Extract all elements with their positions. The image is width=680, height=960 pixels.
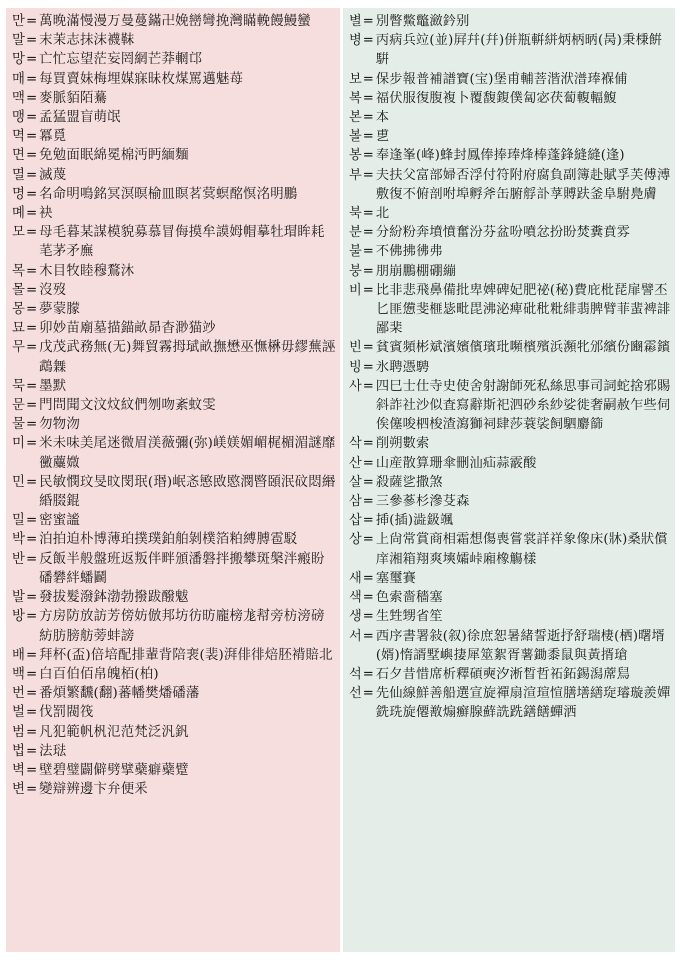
reading-entry [12,473,336,511]
equals-sign: = [362,33,374,49]
equals-sign: = [362,378,374,394]
reading-syllable: 북 [349,206,362,222]
reading-entry [349,12,671,31]
hanja-characters: 萬晚滿慢漫万曼蔓鏋卍娩巒彎挽灣瞞輓饅鰻蠻 [39,14,311,29]
equals-sign: = [25,647,38,663]
reading-syllable: 몽 [12,302,25,318]
hanja-characters: 生甡甥省笙 [375,609,443,625]
reading-syllable: 몌 [12,206,25,222]
reading-syllable: 몰 [12,282,25,298]
hanja-characters: 勿物沕 [39,417,80,433]
equals-sign: = [25,129,38,145]
reading-syllable: 맹 [12,110,25,126]
hanja-characters: 氷聘憑騁 [375,359,430,375]
equals-sign: = [362,513,374,529]
equals-sign: = [362,532,374,548]
hanja-characters: 山産散算珊傘刪汕疝蒜霰酸 [375,455,537,471]
reading-syllable: 볼 [349,129,362,145]
hanja-characters: 發拔髮潑鉢渤勃撥跋醱魃 [39,590,189,606]
hanja-characters: 母毛暮某謀模貌募慕冒侮摸牟謨姆帽摹牡瑁眸耗芼茅矛廡 [39,225,325,260]
reading-entry [349,607,671,626]
hanja-characters: 奉逢峯(峰)蜂封鳳俸捧琫烽棒蓬鋒縫縫(逢) [375,148,625,164]
reading-entry [12,530,336,549]
hanja-characters: 沒歿 [39,282,67,298]
reading-entry [349,281,671,339]
reading-entry [12,377,336,396]
reading-entry [349,473,671,492]
reading-entry [12,262,336,281]
reading-syllable: 매 [12,71,25,87]
equals-sign: = [362,340,374,356]
hanja-characters: 亡忙忘望茫妄罔網芒莽輞邙 [39,52,203,68]
equals-sign: = [362,590,374,606]
equals-sign: = [362,359,374,375]
reading-entry [12,646,336,665]
reading-syllable: 방 [12,609,25,625]
hanja-characters: 變辯辨邊卞弁便釆 [39,782,148,798]
reading-syllable: 멱 [12,129,25,145]
hanja-characters: 卯妙苗廟墓描錨畝昴杳渺猫竗 [39,321,216,337]
reading-entry [349,127,671,146]
reading-entry [349,338,671,357]
hanja-characters: 夫扶父富部婦否浮付符附府腐負副簿赴賦孚芙傅溥敷復不俯剖咐埠孵斧缶腑艀訃莩賻趺釜阜駙鳧膚 [375,167,671,202]
hanja-characters: 伐罰閥筏 [39,705,94,721]
reading-entry [12,89,336,108]
reading-syllable: 멸 [12,167,25,183]
hanja-characters: 本 [375,110,390,126]
reading-syllable: 밀 [12,513,25,529]
reading-entry [349,242,671,261]
reading-syllable: 봉 [349,148,362,164]
equals-sign: = [362,263,374,279]
reading-syllable: 비 [349,282,362,298]
reading-entry [12,550,336,588]
reading-syllable: 빙 [349,359,362,375]
equals-sign: = [25,321,38,337]
reading-entry [349,31,671,69]
hanja-characters: 朋崩鵬棚硼繃 [375,263,457,279]
equals-sign: = [362,666,374,682]
reading-syllable: 물 [12,417,25,433]
reading-syllable: 석 [349,666,362,682]
reading-syllable: 삭 [349,436,362,452]
reading-entry [12,415,336,434]
equals-sign: = [362,244,374,260]
reading-syllable: 색 [349,590,362,606]
reading-syllable: 변 [12,782,25,798]
reading-syllable: 목 [12,263,25,279]
left-column [6,8,340,952]
equals-sign: = [25,666,38,682]
hanja-characters: 木目牧睦穆鶩沐 [39,263,135,279]
reading-syllable: 분 [349,225,362,241]
reading-entry [12,185,336,204]
hanja-characters: 袂 [39,206,53,222]
reading-entry [349,108,671,127]
equals-sign: = [25,263,38,279]
equals-sign: = [25,782,38,798]
equals-sign: = [362,148,374,164]
hanja-characters: 滅蔑 [39,167,67,183]
hanja-characters: 戊茂武務無(无)舞貿霧拇珷畝撫懋巫憮楙毋繆蕪誣鵡橆 [39,340,336,375]
equals-sign: = [25,302,38,318]
equals-sign: = [25,148,38,164]
hanja-characters: 分紛粉奔墳憤奮汾芬盆吩噴忿扮盼焚糞賁雰 [375,225,631,241]
hanja-characters: 先仙線鮮善船選宣旋禪扇渲瑄愃膳墡繕琁璿璇羨嬋銑珗旋僊敾煽癬腺蘚詵跣鐥饍蟬洒 [375,686,671,721]
reading-entry [349,511,671,530]
reading-syllable: 묘 [12,321,25,337]
reading-entry [349,530,671,568]
equals-sign: = [25,90,38,106]
reading-entry [349,377,671,435]
equals-sign: = [25,436,38,452]
hanja-characters: 凡犯範帆杋氾范梵泛汎釩 [39,724,189,740]
reading-syllable: 병 [349,33,362,49]
equals-sign: = [362,206,374,222]
reading-syllable: 불 [349,244,362,260]
equals-sign: = [25,590,38,606]
reading-entry [12,127,336,146]
hanja-characters: 民敏憫玟旻旼閔珉(瑉)岷忞慜敃愍潣暋頣泯砇悶緡緍腏錕 [39,474,336,510]
reading-syllable: 무 [12,340,25,356]
equals-sign: = [25,743,38,759]
reading-entry [12,684,336,703]
hanja-characters: 白百伯佰帛魄栢(柏) [39,666,159,682]
hanja-characters: 比非悲飛鼻備批卑婢碑妃肥祕(秘)費庇枇琵扉譬丕匕匪憊斐榧毖毗毘沸泌痺砒秕粃緋翡脾臂菲蜚裨誹鄙棐 [375,282,671,337]
equals-sign: = [25,762,38,778]
equals-sign: = [362,90,374,106]
reading-entry [12,665,336,684]
equals-sign: = [362,129,374,145]
right-column [343,8,675,952]
reading-entry [349,262,671,281]
equals-sign: = [25,52,38,68]
reading-entry [12,223,336,261]
hanja-characters: 別瞥鱉鼈瀲鈐别 [375,14,470,29]
reading-entry [349,434,671,453]
reading-syllable: 삼 [349,494,362,510]
reading-entry [349,588,671,607]
reading-syllable: 명 [12,186,25,202]
reading-syllable: 배 [12,647,25,663]
equals-sign: = [25,167,38,183]
reading-entry [12,70,336,89]
hanja-characters: 孟猛盟盲萌氓 [39,110,121,126]
hanja-characters: 法琺 [39,743,67,759]
hanja-characters: 墨默 [39,378,67,394]
equals-sign: = [25,282,38,298]
reading-entry [349,569,671,588]
equals-sign: = [362,436,374,452]
hanja-characters: 米未味美尾迷微眉渼薇彌(弥)嵄媄媚嵋梶楣湄謎靡黴蘪媺 [39,436,336,471]
equals-sign: = [25,724,38,740]
reading-entry [12,511,336,530]
equals-sign: = [25,513,38,529]
equals-sign: = [362,455,374,471]
reading-entry [349,70,671,89]
reading-syllable: 말 [12,33,25,49]
hanja-characters: 北 [375,206,390,222]
hanja-characters: 方房防放訪芳傍妨倣邦坊彷昉龐榜尨幇旁枋滂磅紡肪膀舫蒡蚌謗 [39,609,325,644]
equals-sign: = [25,225,38,241]
hanja-characters: 福伏服復腹複卜覆馥鍑僕匐宓茯蔔輹輻鰒 [375,90,617,106]
hanja-characters: 三參蔘杉滲芟森 [375,494,470,510]
hanja-characters: 反飯半般盤班返叛伴畔頒潘磐拌搬攀斑槃泮瘢盼磻礬絆蟠鬬 [39,551,325,586]
hanja-characters: 門問聞文汶炆紋們刎吻紊蚊雯 [39,398,216,414]
equals-sign: = [25,551,38,567]
reading-syllable: 붕 [349,263,362,279]
hanja-characters: 貧賓頻彬斌濱嬪儐璸玭嚬檳殯浜瀕牝邠繽份豳霦鑌 [375,340,671,356]
reading-syllable: 상 [349,532,362,548]
hanja-characters: 保步報普補譜寶(宝)堡甫輔菩湝洑潽琫褓俌 [375,71,628,87]
reading-syllable: 살 [349,474,362,490]
reading-entry [349,223,671,242]
reading-syllable: 새 [349,570,362,586]
equals-sign: = [25,474,38,490]
equals-sign: = [362,474,374,490]
equals-sign: = [25,206,38,222]
hanja-characters: 石夕昔惜席析釋碩奭汐淅晳哲祏鉐錫潟蓆舃 [375,666,631,682]
reading-syllable: 서 [349,628,362,644]
reading-syllable: 반 [12,551,25,567]
hanja-characters: 上尙常賞商相霜想傷喪嘗裳詳祥象像床(牀)桑狀償庠湘箱翔爽塽孀峠廂橡觴樣 [375,532,668,567]
reading-syllable: 문 [12,398,25,414]
reading-entry [349,358,671,377]
equals-sign: = [25,186,38,202]
reading-entry [12,12,336,31]
reading-entry [349,627,671,665]
hanja-characters: 冪覓 [39,129,67,145]
reading-syllable: 생 [349,609,362,625]
reading-syllable: 묵 [12,378,25,394]
reading-syllable: 보 [349,71,362,87]
equals-sign: = [362,628,374,644]
hanja-characters: 麥脈貊陌驀 [39,90,108,106]
reading-entry [12,780,336,799]
equals-sign: = [25,71,38,87]
reading-syllable: 빈 [349,340,362,356]
equals-sign: = [362,225,374,241]
reading-syllable: 미 [12,436,25,452]
hanja-characters: 削朔數索 [375,436,430,452]
reading-syllable: 박 [12,532,25,548]
hanja-characters: 拜杯(盃)倍培配排輩背陪裵(裴)湃俳徘焙胚褙賠北 [39,647,333,663]
equals-sign: = [25,110,38,126]
hanja-characters: 名命明鳴銘冥溟暝榆皿瞑茗蓂螟酩慏洺明鵬 [39,186,298,202]
reading-syllable: 법 [12,743,25,759]
reading-entry [12,204,336,223]
reading-syllable: 본 [349,110,362,126]
reading-entry [12,434,336,472]
reading-entry [12,607,336,645]
reading-syllable: 민 [12,474,25,490]
reading-entry [349,146,671,165]
reading-entry [12,146,336,165]
equals-sign: = [25,686,38,702]
reading-syllable: 맥 [12,90,25,106]
equals-sign: = [362,110,374,126]
reading-entry [349,454,671,473]
hanja-characters: 西序書署敍(叙)徐庶恕暑緒誓逝抒舒瑞棲(栖)曙壻(婿)惰諝墅嶼捿犀筮絮胥薯鋤黍鼠與黃揟瑲 [375,628,665,663]
reading-entry [12,396,336,415]
hanja-characters: 四巳士仕寺史使舍射謝師死私絲思事司詞蛇捨邪賜斜詐社沙似査寫辭斯祀泗砂糸紗娑徙奢嗣赦乍些伺俟僿唆柶梭渣瀉獅祠肆莎蓑裟飼駟麝篩 [375,378,671,433]
equals-sign: = [362,14,374,29]
equals-sign: = [362,282,374,298]
reading-entry [349,89,671,108]
hanja-characters: 乶 [375,129,390,145]
equals-sign: = [25,378,38,394]
reading-syllable: 벽 [12,762,25,778]
equals-sign: = [25,33,38,49]
equals-sign: = [25,705,38,721]
reading-entry [349,684,671,722]
equals-sign: = [362,686,374,702]
hanja-characters: 壁碧璧闢僻劈擘蘗癖蘗躄 [39,762,189,778]
equals-sign: = [25,14,38,29]
reading-syllable: 범 [12,724,25,740]
equals-sign: = [362,609,374,625]
equals-sign: = [25,398,38,414]
reading-syllable: 백 [12,666,25,682]
reading-syllable: 벌 [12,705,25,721]
reading-syllable: 면 [12,148,25,164]
reading-entry [12,50,336,69]
reading-entry [12,742,336,761]
hanja-characters: 不佛拂彿弗 [375,244,443,260]
equals-sign: = [362,494,374,510]
reading-entry [349,665,671,684]
hanja-characters: 末茉志抹沫襪靺 [39,33,135,49]
reading-syllable: 모 [12,225,25,241]
reading-entry [12,588,336,607]
equals-sign: = [362,71,374,87]
reading-entry [349,166,671,204]
reading-entry [12,319,336,338]
reading-entry [12,703,336,722]
hanja-characters: 番煩繁飜(翻)蕃幡樊燔磻藩 [39,686,200,702]
equals-sign: = [362,167,374,183]
reading-syllable: 선 [349,686,362,702]
hanja-characters: 丙病兵竝(並)屛幷(幷)併瓶輧絣炳柄昞(昺)秉棅餠騈 [375,33,663,68]
reading-entry [12,338,336,376]
reading-syllable: 만 [12,14,25,29]
reading-entry [12,761,336,780]
reading-syllable: 망 [12,52,25,68]
reading-entry [12,281,336,300]
equals-sign: = [25,532,38,548]
hanja-characters: 免勉面眠綿冕棉沔眄緬麵 [39,148,189,164]
reading-entry [349,492,671,511]
equals-sign: = [25,417,38,433]
hanja-characters: 殺薩乷撒煞 [375,474,443,490]
reading-syllable: 산 [349,455,362,471]
equals-sign: = [362,570,374,586]
equals-sign: = [25,609,38,625]
reading-entry [12,300,336,319]
hanja-characters: 泊拍迫朴博薄珀撲璞鉑舶剝樸箔粕縛膊雹駁 [39,532,298,548]
hanja-characters: 密蜜謐 [39,513,80,529]
reading-entry [12,723,336,742]
reading-syllable: 복 [349,90,362,106]
hanja-characters: 揷(插)澁鈒颯 [375,513,454,529]
hanja-characters: 每買賣妹梅埋媒寐昧枚煤罵邁魅苺 [39,71,244,87]
reading-syllable: 사 [349,378,362,394]
reading-syllable: 별 [349,14,362,29]
reading-syllable: 부 [349,167,362,183]
hanja-characters: 色索嗇穡塞 [375,590,443,606]
hanja-characters: 夢蒙朦 [39,302,80,318]
equals-sign: = [25,340,38,356]
hanja-characters: 塞璽賽 [375,570,416,586]
reading-syllable: 발 [12,590,25,606]
reading-entry [12,31,336,50]
reading-entry [12,108,336,127]
reading-syllable: 삽 [349,513,362,529]
reading-entry [12,166,336,185]
reading-entry [349,204,671,223]
reading-syllable: 번 [12,686,25,702]
